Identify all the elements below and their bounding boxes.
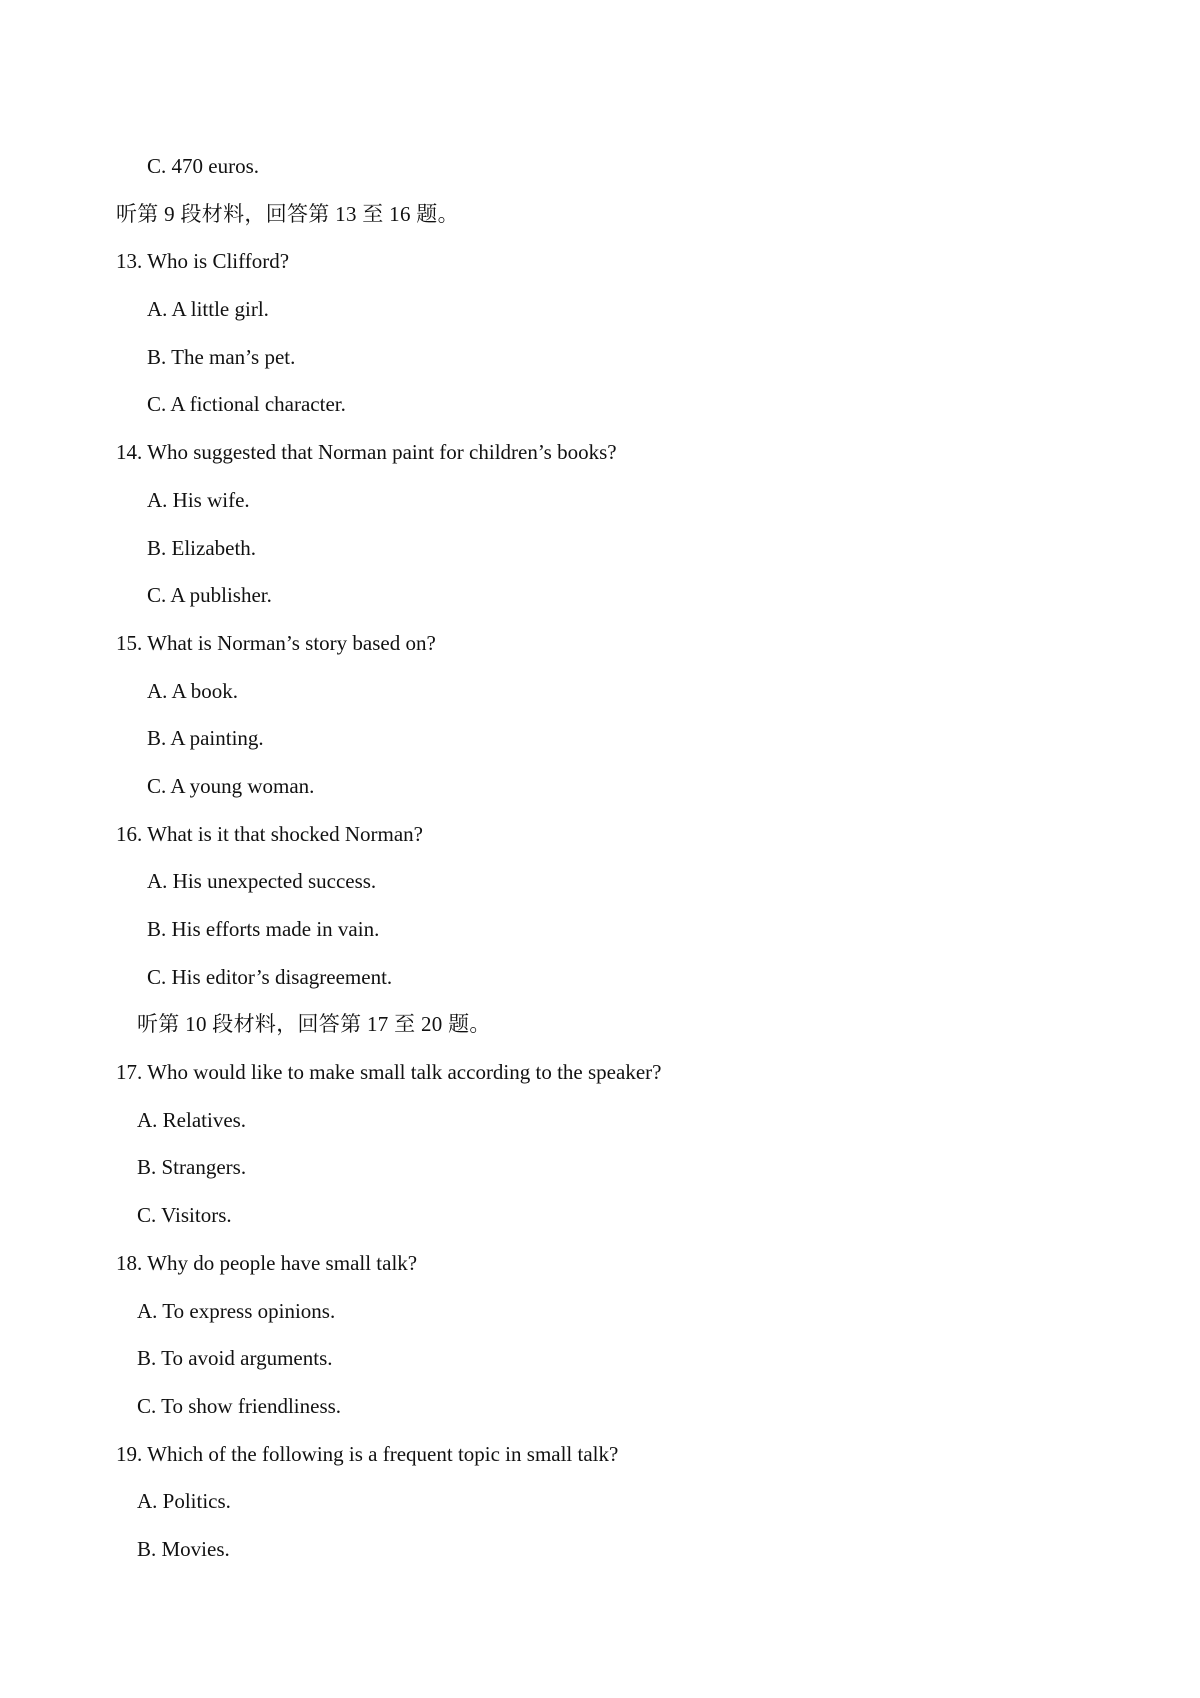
answer-option: A. A book.: [147, 678, 239, 703]
question-text: 16. What is it that shocked Norman?: [116, 821, 423, 846]
answer-option: B. The man’s pet.: [147, 344, 296, 369]
answer-option: C. A young woman.: [147, 773, 315, 798]
answer-option: A. To express opinions.: [137, 1298, 336, 1323]
question-text: 19. Which of the following is a frequent topic in small talk?: [116, 1441, 619, 1466]
answer-option: A. Relatives.: [137, 1107, 247, 1132]
section-instruction: 听第 9 段材料，回答第 13 至 16 题。: [116, 201, 459, 226]
answer-option: C. 470 euros.: [147, 154, 259, 178]
answer-option: C. His editor’s disagreement.: [147, 964, 393, 989]
question-text: 13. Who is Clifford?: [116, 249, 290, 274]
answer-option: A. Politics.: [137, 1489, 231, 1514]
answer-option: C. To show friendliness.: [137, 1393, 342, 1418]
question-text: 18. Why do people have small talk?: [116, 1250, 418, 1275]
answer-option: A. A little girl.: [147, 297, 269, 322]
answer-option: B. Elizabeth.: [147, 535, 257, 560]
answer-option: B. Movies.: [137, 1536, 230, 1561]
answer-option: B. A painting.: [147, 726, 264, 751]
answer-option: B. To avoid arguments.: [137, 1346, 333, 1371]
section-instruction: 听第 10 段材料，回答第 17 至 20 题。: [137, 1012, 491, 1037]
answer-option: B. Strangers.: [137, 1155, 247, 1180]
answer-option: C. Visitors.: [137, 1203, 232, 1228]
question-text: 15. What is Norman’s story based on?: [116, 630, 436, 655]
question-text: 14. Who suggested that Norman paint for children’s books?: [116, 440, 617, 465]
answer-option: A. His wife.: [147, 487, 250, 512]
question-text: 17. Who would like to make small talk according to the speaker?: [116, 1060, 662, 1085]
answer-option: C. A publisher.: [147, 583, 272, 608]
answer-option: A. His unexpected success.: [147, 869, 377, 894]
answer-option: B. His efforts made in vain.: [147, 917, 380, 941]
answer-option: C. A fictional character.: [147, 392, 346, 417]
